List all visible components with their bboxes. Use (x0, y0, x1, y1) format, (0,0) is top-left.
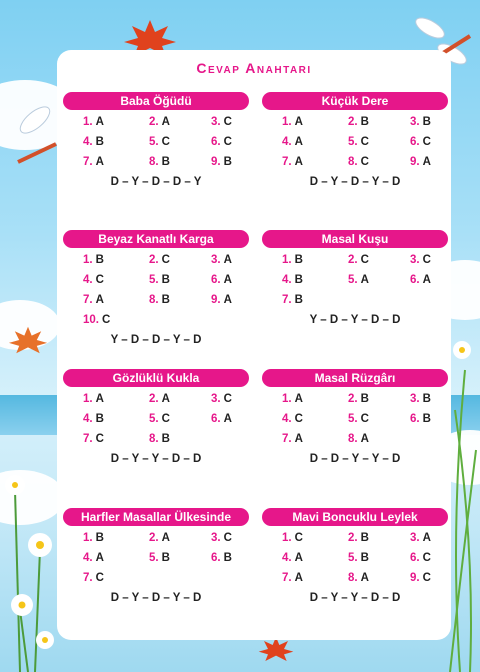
answer-letter: C (161, 136, 170, 148)
answer-letter: A (161, 116, 170, 128)
question-number: 1. (83, 532, 93, 544)
answer-item (211, 116, 232, 128)
question-number: 5. (348, 552, 358, 564)
answer-letter: C (422, 254, 431, 266)
question-number: 7. (282, 294, 292, 306)
dragonfly-icon (10, 100, 60, 170)
question-number: 9. (410, 156, 420, 168)
answer-letter: C (360, 413, 369, 425)
answer-letter: C (95, 433, 104, 445)
answer-section (63, 230, 249, 344)
answer-item (83, 532, 104, 544)
question-number: 2. (149, 116, 159, 128)
question-number: 2. (348, 116, 358, 128)
answer-letter: A (95, 116, 104, 128)
answer-item (149, 274, 170, 286)
answer-letter: B (360, 552, 369, 564)
question-number: 2. (149, 393, 159, 405)
question-number: 8. (348, 572, 358, 584)
answer-letter: B (422, 116, 431, 128)
answer-item (149, 433, 170, 445)
question-number: 7. (282, 156, 292, 168)
question-number: 5. (348, 274, 358, 286)
answer-section (63, 92, 249, 206)
answer-item (211, 294, 232, 306)
answer-item (149, 393, 170, 405)
true-false-answers: Y – D – D – Y – D (110, 334, 202, 346)
question-number: 7. (83, 156, 93, 168)
question-number: 3. (211, 116, 221, 128)
answer-letter: B (161, 294, 170, 306)
answer-item (348, 156, 369, 168)
question-number: 7. (282, 433, 292, 445)
answer-item (211, 393, 232, 405)
answer-item (348, 572, 369, 584)
answer-letter: B (294, 294, 303, 306)
question-number: 3. (211, 393, 221, 405)
answer-grid (262, 387, 448, 483)
answer-letter: A (223, 254, 232, 266)
answer-letter: B (95, 413, 104, 425)
answer-item (83, 572, 104, 584)
question-number: 1. (282, 254, 292, 266)
answer-letter: C (422, 136, 431, 148)
question-number: 6. (410, 136, 420, 148)
answer-section (63, 508, 249, 622)
answer-item (149, 294, 170, 306)
answer-letter: B (161, 433, 170, 445)
answer-letter: C (223, 393, 232, 405)
answer-letter: B (294, 274, 303, 286)
answer-item (282, 156, 303, 168)
answer-key-card (57, 50, 451, 640)
true-false-answers: Y – D – Y – D – D (309, 314, 401, 326)
question-number: 9. (410, 572, 420, 584)
section-title: Harfler Masallar Ülkesinde (63, 508, 249, 526)
true-false-answers: D – Y – Y – D – D (110, 453, 202, 465)
answer-item (410, 393, 431, 405)
answer-item (282, 254, 303, 266)
question-number: 1. (282, 116, 292, 128)
answer-item (211, 254, 232, 266)
answer-letter: C (294, 532, 303, 544)
question-number: 3. (410, 532, 420, 544)
answer-item (83, 552, 104, 564)
answer-letter: B (223, 156, 232, 168)
answer-letter: A (95, 552, 104, 564)
question-number: 7. (83, 572, 93, 584)
question-number: 2. (348, 532, 358, 544)
true-false-answers: D – Y – D – Y – D (309, 176, 401, 188)
true-false-answers: D – Y – Y – D – D (309, 592, 401, 604)
answer-grid (262, 526, 448, 622)
answer-item (83, 433, 104, 445)
answer-letter: C (294, 413, 303, 425)
answer-item (149, 116, 170, 128)
answer-item (282, 532, 303, 544)
answer-letter: B (95, 136, 104, 148)
answer-item (149, 254, 170, 266)
answer-letter: C (95, 274, 104, 286)
answer-item (348, 116, 369, 128)
answer-item (348, 136, 369, 148)
true-false-answers: D – Y – D – Y – D (110, 592, 202, 604)
question-number: 5. (149, 274, 159, 286)
answer-letter: C (223, 532, 232, 544)
question-number: 1. (282, 532, 292, 544)
answer-letter: C (223, 136, 232, 148)
answer-item (282, 116, 303, 128)
question-number: 8. (149, 156, 159, 168)
answer-item (83, 314, 110, 326)
question-number: 6. (410, 552, 420, 564)
answer-letter: A (422, 156, 431, 168)
answer-letter: C (422, 552, 431, 564)
answer-section (63, 369, 249, 483)
answer-letter: C (223, 116, 232, 128)
answer-letter: C (360, 136, 369, 148)
section-title: Baba Öğüdü (63, 92, 249, 110)
answer-item (149, 552, 170, 564)
question-number: 4. (282, 413, 292, 425)
question-number: 1. (83, 393, 93, 405)
answer-item (211, 136, 232, 148)
answer-letter: B (223, 552, 232, 564)
question-number: 6. (211, 136, 221, 148)
answer-grid (63, 526, 249, 622)
section-title: Gözlüklü Kukla (63, 369, 249, 387)
answer-letter: B (422, 393, 431, 405)
answer-item (149, 156, 170, 168)
answer-item (83, 116, 104, 128)
answer-section (262, 230, 448, 344)
answer-letter: A (294, 156, 303, 168)
question-number: 9. (211, 156, 221, 168)
question-number: 2. (149, 254, 159, 266)
question-number: 3. (410, 393, 420, 405)
section-title: Masal Rüzgârı (262, 369, 448, 387)
answer-item (211, 552, 232, 564)
answer-letter: A (223, 274, 232, 286)
answer-item (410, 552, 431, 564)
answer-item (211, 532, 232, 544)
answer-grid (63, 248, 249, 344)
section-title: Mavi Boncuklu Leylek (262, 508, 448, 526)
question-number: 6. (410, 274, 420, 286)
question-number: 5. (149, 413, 159, 425)
question-number: 9. (211, 294, 221, 306)
answer-item (410, 136, 431, 148)
answer-item (348, 532, 369, 544)
answer-letter: A (161, 532, 170, 544)
question-number: 4. (83, 413, 93, 425)
answer-letter: A (294, 433, 303, 445)
answer-item (348, 393, 369, 405)
question-number: 10. (83, 314, 99, 326)
answer-letter: A (422, 532, 431, 544)
answer-letter: C (422, 572, 431, 584)
question-number: 5. (348, 136, 358, 148)
question-number: 8. (149, 433, 159, 445)
section-title: Küçük Dere (262, 92, 448, 110)
question-number: 5. (149, 552, 159, 564)
question-number: 5. (149, 136, 159, 148)
answer-letter: A (294, 116, 303, 128)
section-title: Masal Kuşu (262, 230, 448, 248)
answer-item (149, 532, 170, 544)
answer-grid (262, 110, 448, 206)
answer-letter: B (95, 254, 104, 266)
question-number: 4. (83, 136, 93, 148)
answer-item (410, 156, 431, 168)
answer-item (348, 274, 369, 286)
answer-letter: C (102, 314, 111, 326)
answer-item (282, 274, 303, 286)
answer-item (282, 393, 303, 405)
answer-letter: B (161, 552, 170, 564)
answer-letter: B (360, 532, 369, 544)
answer-grid (262, 248, 448, 344)
answer-letter: C (161, 413, 170, 425)
answer-item (83, 156, 104, 168)
question-number: 1. (83, 254, 93, 266)
answer-letter: A (360, 572, 369, 584)
answer-letter: C (360, 156, 369, 168)
answer-letter: B (360, 393, 369, 405)
answer-item (348, 433, 369, 445)
answer-letter: B (360, 116, 369, 128)
question-number: 4. (83, 274, 93, 286)
answer-item (410, 274, 431, 286)
maple-leaf-icon (6, 320, 50, 360)
question-number: 2. (348, 254, 358, 266)
question-number: 4. (282, 552, 292, 564)
answer-grid (63, 387, 249, 483)
answer-item (83, 274, 104, 286)
answer-letter: A (223, 413, 232, 425)
answer-item (83, 254, 104, 266)
answer-letter: B (161, 156, 170, 168)
question-number: 5. (348, 413, 358, 425)
answer-letter: A (95, 393, 104, 405)
answer-item (149, 413, 170, 425)
question-number: 2. (348, 393, 358, 405)
answer-item (410, 572, 431, 584)
question-number: 7. (282, 572, 292, 584)
answer-letter: C (95, 572, 104, 584)
answer-item (282, 552, 303, 564)
answer-letter: B (294, 254, 303, 266)
question-number: 7. (83, 433, 93, 445)
true-false-answers: D – Y – D – D – Y (110, 176, 202, 188)
question-number: 6. (211, 413, 221, 425)
answer-item (211, 156, 232, 168)
true-false-answers: D – D – Y – Y – D (309, 453, 401, 465)
answer-item (211, 274, 232, 286)
answer-item (348, 254, 369, 266)
question-number: 6. (410, 413, 420, 425)
answer-letter: A (161, 393, 170, 405)
question-number: 3. (410, 254, 420, 266)
answer-item (282, 572, 303, 584)
question-number: 3. (211, 254, 221, 266)
answer-letter: A (360, 433, 369, 445)
answer-item (83, 294, 104, 306)
answer-item (83, 413, 104, 425)
question-number: 4. (282, 274, 292, 286)
question-number: 8. (348, 433, 358, 445)
section-title: Beyaz Kanatlı Karga (63, 230, 249, 248)
question-number: 4. (282, 136, 292, 148)
question-number: 2. (149, 532, 159, 544)
answer-item (282, 433, 303, 445)
answer-item (410, 254, 431, 266)
question-number: 1. (282, 393, 292, 405)
page-title: Cevap Anahtarı (196, 60, 312, 76)
answer-letter: A (422, 274, 431, 286)
answer-grid (63, 110, 249, 206)
answer-section (262, 508, 448, 622)
answer-letter: A (223, 294, 232, 306)
answer-section (262, 92, 448, 206)
answer-item (149, 136, 170, 148)
question-number: 3. (410, 116, 420, 128)
answer-item (410, 413, 431, 425)
answer-letter: B (161, 274, 170, 286)
question-number: 6. (211, 274, 221, 286)
question-number: 8. (348, 156, 358, 168)
answer-letter: C (161, 254, 170, 266)
answer-section (262, 369, 448, 483)
answer-letter: B (422, 413, 431, 425)
answer-item (83, 393, 104, 405)
answer-item (282, 413, 303, 425)
answer-letter: A (294, 393, 303, 405)
answer-letter: A (95, 156, 104, 168)
answer-letter: A (360, 274, 369, 286)
question-number: 1. (83, 116, 93, 128)
answer-letter: A (294, 572, 303, 584)
question-number: 6. (211, 552, 221, 564)
answer-item (282, 136, 303, 148)
answer-letter: C (360, 254, 369, 266)
question-number: 4. (83, 552, 93, 564)
answer-item (282, 294, 303, 306)
answer-letter: B (95, 532, 104, 544)
question-number: 8. (149, 294, 159, 306)
answer-item (410, 532, 431, 544)
question-number: 7. (83, 294, 93, 306)
answer-item (348, 552, 369, 564)
answer-item (211, 413, 232, 425)
answer-letter: A (95, 294, 104, 306)
answer-item (83, 136, 104, 148)
question-number: 3. (211, 532, 221, 544)
answer-item (348, 413, 369, 425)
answer-letter: A (294, 552, 303, 564)
answer-letter: A (294, 136, 303, 148)
answer-item (410, 116, 431, 128)
